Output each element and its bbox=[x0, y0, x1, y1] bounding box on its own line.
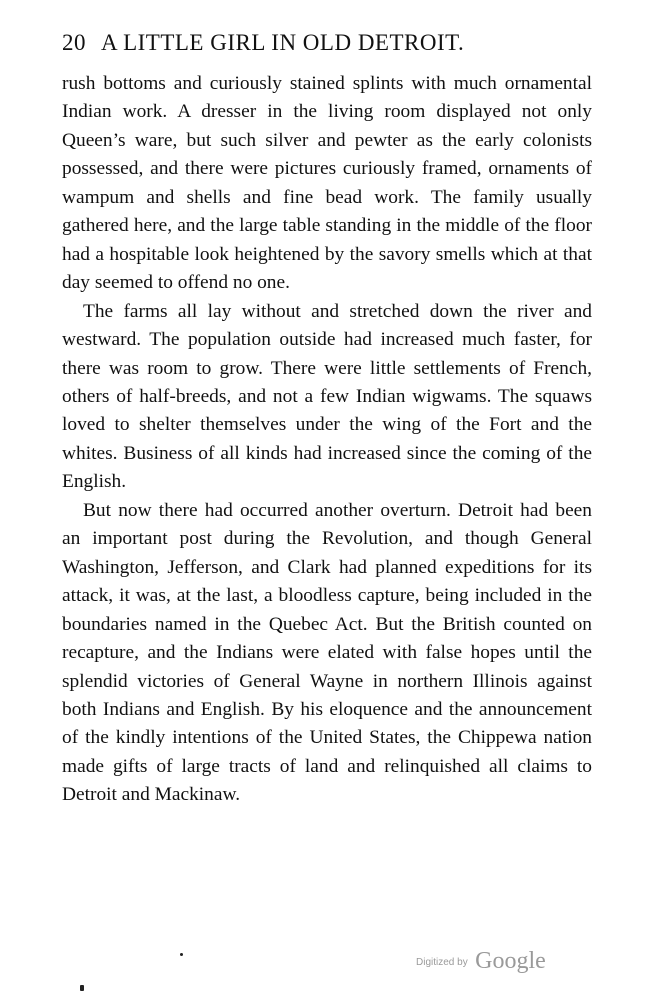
page-speck bbox=[180, 953, 183, 956]
page-number: 20 bbox=[62, 30, 86, 55]
body-text bbox=[62, 70, 592, 810]
watermark-prefix: Digitized by bbox=[416, 957, 468, 968]
paragraph-continued: rush bottoms and curiously stained splints with much ornamental Indian work. A dresser in the living room displayed not only Queen’s ware, but such silver and pewter as the early colonists possessed, and there were pictures curiously framed, ornaments of wampum and shells and fine bead work. The family usually gathered here, and the large table standing in the middle of the floor had a hospitable look heightened by the savory smells which at that day seemed to offend no one. bbox=[62, 73, 592, 294]
watermark-brand: Google bbox=[475, 948, 546, 974]
paragraph-farms: The farms all lay without and stretched down the river and westward. The population outside had increased much faster, for there was room to grow. There were little settlements of French, others of half-breeds, and not a few Indian wigwams. The squaws loved to shelter themselves under the wing of the Fort and the whites. Business of all kinds had increased since the coming of the English. bbox=[62, 300, 592, 493]
paragraph-overturn: But now there had occurred another overturn. Detroit had been an important post during the Revolution, and though General Washington, Jefferson, and Clark had planned expeditions for its attack, it was, at the last, a bloodless capture, being included in the boundaries named in the Quebec Act. But the British counted on recapture, and the Indians were elated with false hopes until the splendid victories of General Wayne in northern Illinois against both Indians and English. By his eloquence and the announcement of the kindly intentions of the United States, the Chippewa nation made gifts of large tracts of land and relinquished all claims to Detroit and Mackinaw. bbox=[62, 499, 592, 806]
running-header bbox=[62, 30, 596, 56]
digitized-watermark bbox=[416, 948, 546, 975]
page-mark bbox=[80, 985, 84, 991]
running-title: A LITTLE GIRL IN OLD DETROIT. bbox=[100, 30, 465, 55]
